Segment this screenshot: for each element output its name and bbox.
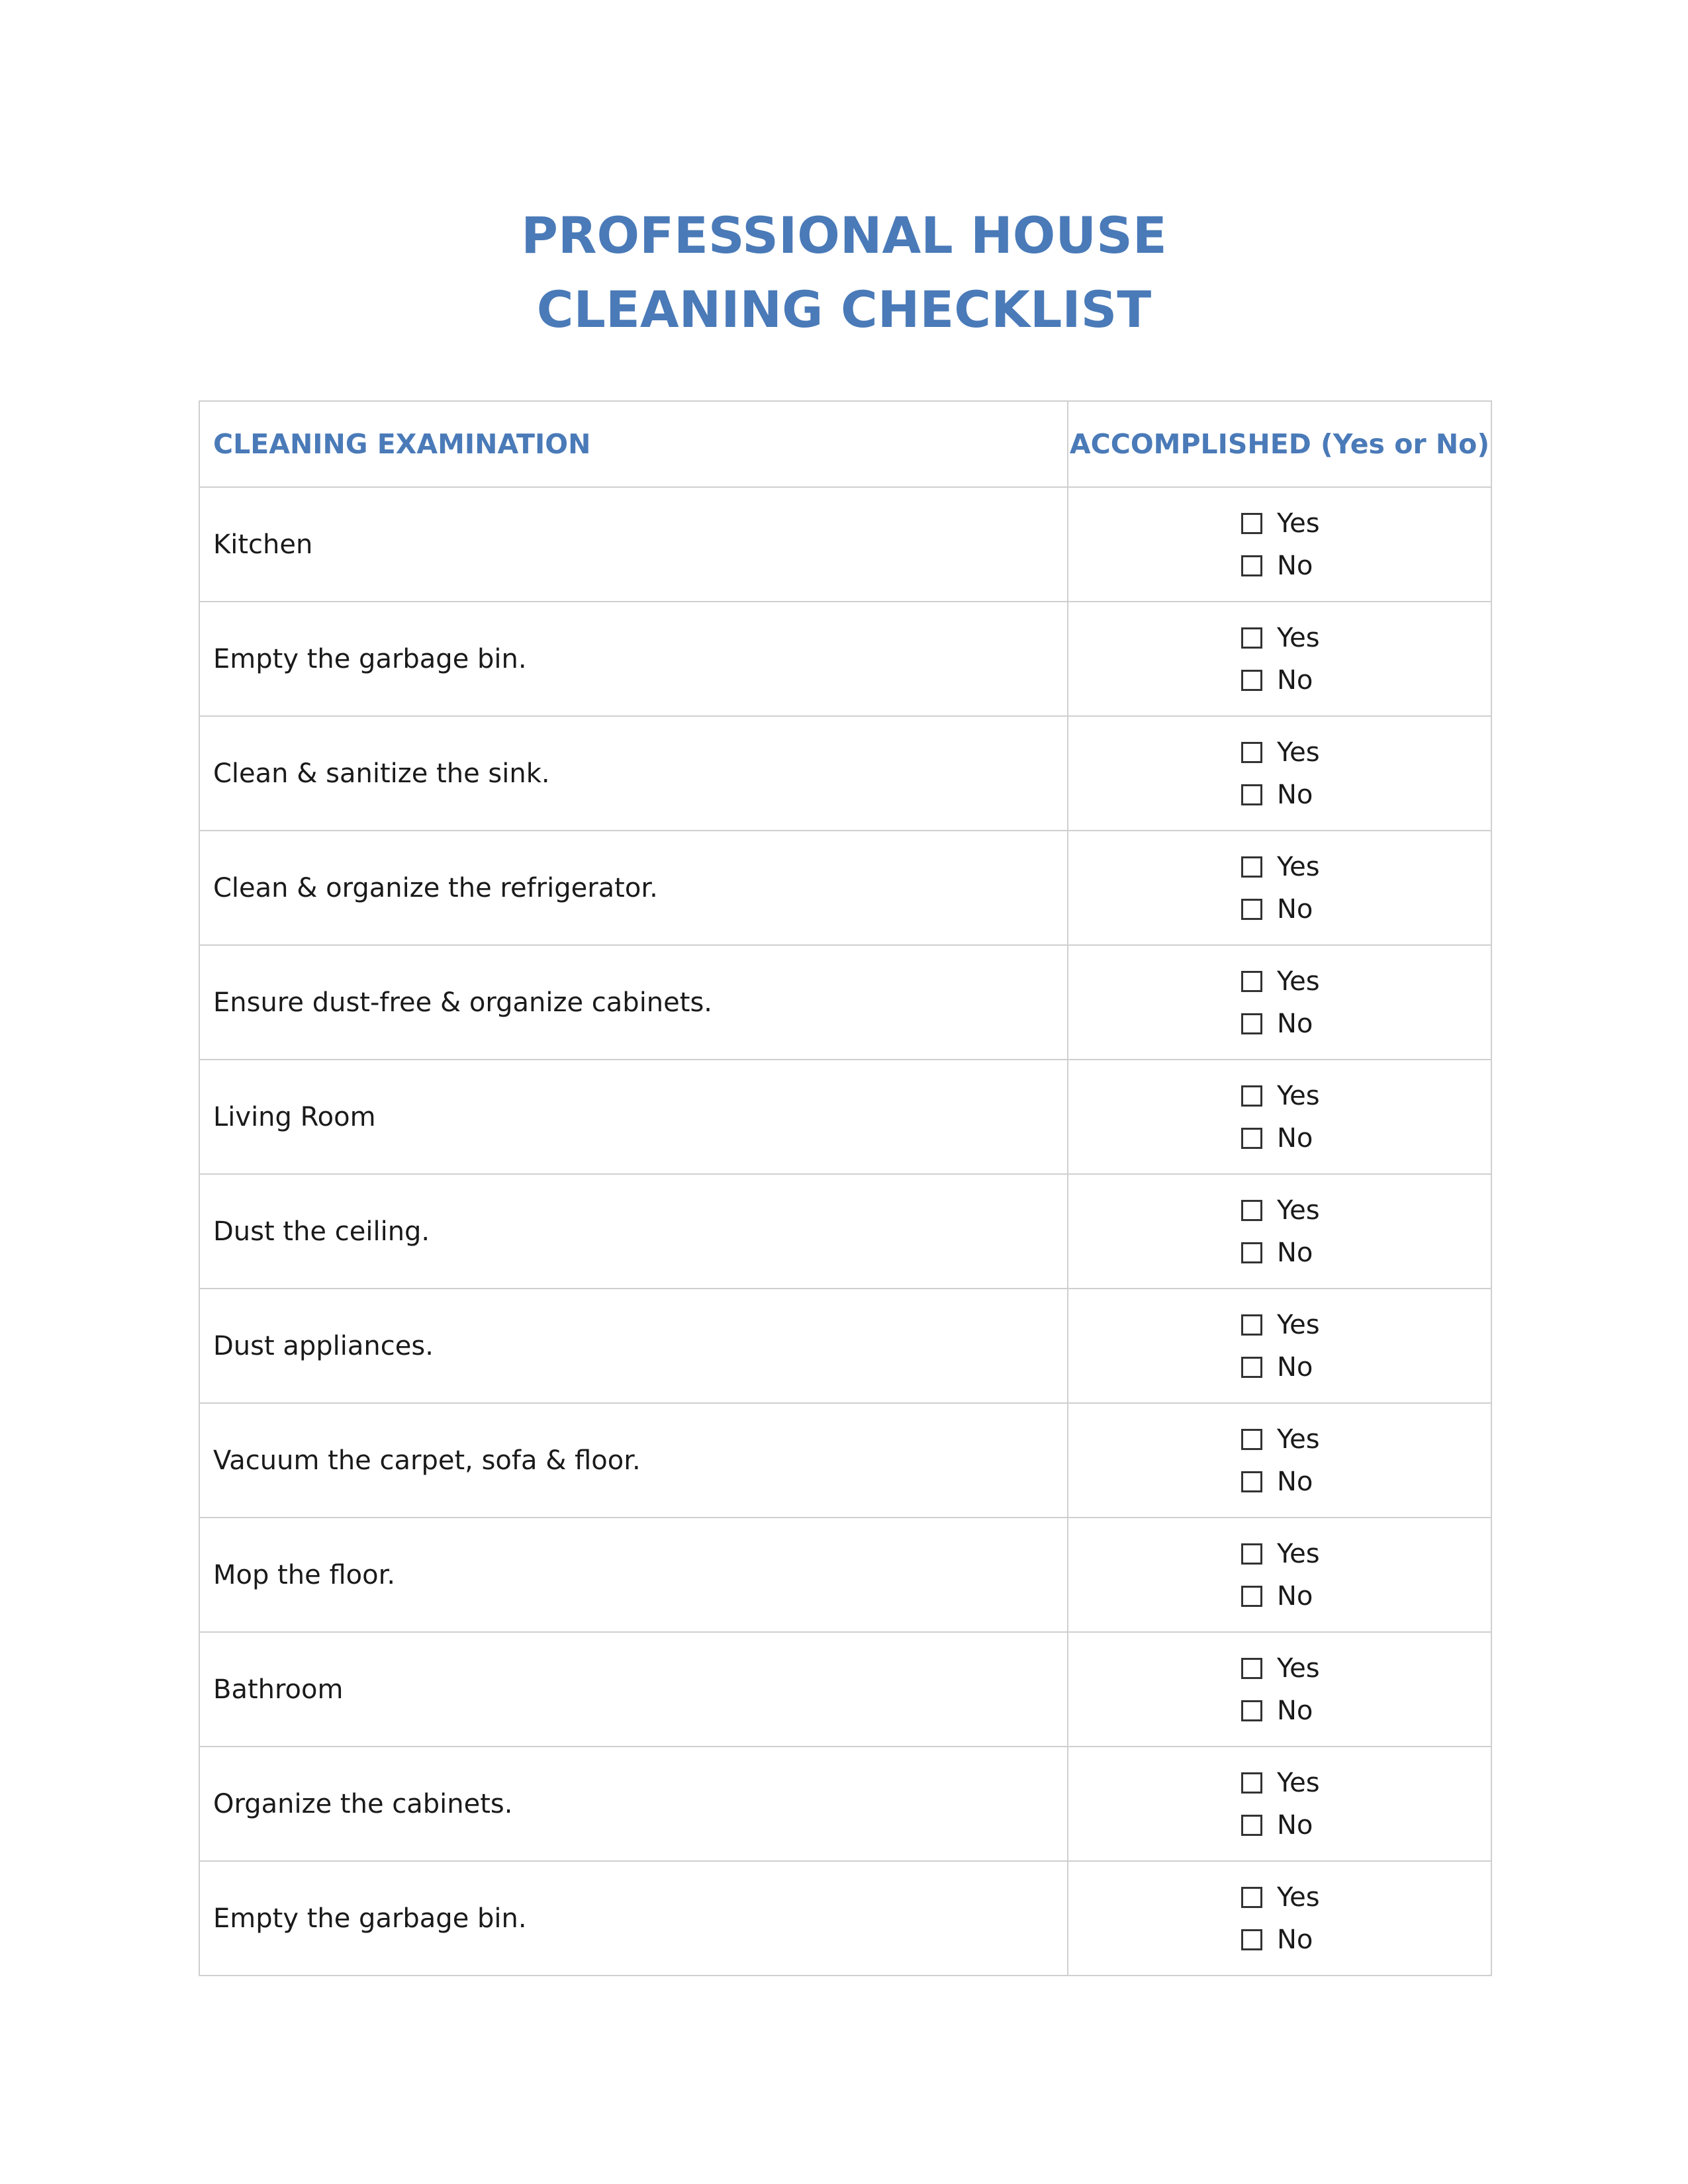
no-option[interactable]	[1241, 1232, 1321, 1274]
yes-option[interactable]	[1241, 617, 1321, 659]
no-label: No	[1277, 893, 1313, 925]
yes-no-options	[1241, 617, 1321, 702]
table-row	[199, 945, 1491, 1060]
task-label: Empty the garbage bin.	[199, 602, 1068, 716]
yes-label: Yes	[1277, 1653, 1320, 1684]
table-row	[199, 1060, 1491, 1174]
no-checkbox-icon[interactable]	[1241, 1471, 1262, 1492]
yes-label: Yes	[1277, 1767, 1320, 1798]
yes-no-options	[1241, 1533, 1321, 1617]
table-row	[199, 1632, 1491, 1747]
yes-label: Yes	[1277, 1080, 1320, 1111]
no-option[interactable]	[1241, 1461, 1321, 1503]
table-body	[199, 487, 1491, 1976]
yes-no-options	[1241, 1075, 1321, 1160]
no-checkbox-icon[interactable]	[1241, 1357, 1262, 1378]
yes-checkbox-icon[interactable]	[1241, 1887, 1262, 1908]
yes-checkbox-icon[interactable]	[1241, 971, 1262, 992]
table-row	[199, 1518, 1491, 1632]
yes-option[interactable]	[1241, 1304, 1321, 1346]
yes-option[interactable]	[1241, 960, 1321, 1003]
yes-checkbox-icon[interactable]	[1241, 856, 1262, 878]
task-label: Empty the garbage bin.	[199, 1861, 1068, 1976]
table-row	[199, 831, 1491, 945]
no-label: No	[1277, 1351, 1313, 1383]
no-option[interactable]	[1241, 1575, 1321, 1617]
no-option[interactable]	[1241, 774, 1321, 816]
no-checkbox-icon[interactable]	[1241, 1242, 1262, 1263]
no-option[interactable]	[1241, 1919, 1321, 1961]
yes-label: Yes	[1277, 622, 1320, 653]
accomplished-cell	[1068, 1174, 1491, 1289]
accomplished-cell	[1068, 602, 1491, 716]
no-label: No	[1277, 1695, 1313, 1726]
yes-checkbox-icon[interactable]	[1241, 1658, 1262, 1679]
no-option[interactable]	[1241, 1690, 1321, 1732]
accomplished-cell	[1068, 1289, 1491, 1403]
yes-no-options	[1241, 502, 1321, 587]
header-accomplished: ACCOMPLISHED (Yes or No)	[1068, 401, 1491, 487]
table-row	[199, 716, 1491, 831]
yes-option[interactable]	[1241, 1647, 1321, 1690]
yes-checkbox-icon[interactable]	[1241, 513, 1262, 534]
table-row	[199, 1403, 1491, 1518]
task-label: Bathroom	[199, 1632, 1068, 1747]
yes-option[interactable]	[1241, 1189, 1321, 1232]
task-label: Living Room	[199, 1060, 1068, 1174]
table-row	[199, 1289, 1491, 1403]
yes-label: Yes	[1277, 1882, 1320, 1913]
yes-option[interactable]	[1241, 1075, 1321, 1117]
task-label: Vacuum the carpet, sofa & floor.	[199, 1403, 1068, 1518]
task-label: Clean & sanitize the sink.	[199, 716, 1068, 831]
accomplished-cell	[1068, 487, 1491, 602]
yes-no-options	[1241, 1762, 1321, 1846]
accomplished-cell	[1068, 1403, 1491, 1518]
no-option[interactable]	[1241, 545, 1321, 587]
task-label: Kitchen	[199, 487, 1068, 602]
yes-label: Yes	[1277, 851, 1320, 882]
accomplished-cell	[1068, 831, 1491, 945]
no-option[interactable]	[1241, 1117, 1321, 1160]
no-checkbox-icon[interactable]	[1241, 1700, 1262, 1721]
yes-label: Yes	[1277, 966, 1320, 997]
task-label: Ensure dust-free & organize cabinets.	[199, 945, 1068, 1060]
yes-option[interactable]	[1241, 731, 1321, 774]
no-option[interactable]	[1241, 1346, 1321, 1388]
yes-label: Yes	[1277, 737, 1320, 768]
table-row	[199, 602, 1491, 716]
no-checkbox-icon[interactable]	[1241, 1929, 1262, 1950]
accomplished-cell	[1068, 945, 1491, 1060]
no-label: No	[1277, 1809, 1313, 1841]
no-option[interactable]	[1241, 888, 1321, 931]
no-option[interactable]	[1241, 659, 1321, 702]
yes-option[interactable]	[1241, 1762, 1321, 1804]
yes-checkbox-icon[interactable]	[1241, 742, 1262, 763]
page-title	[0, 199, 1688, 347]
yes-no-options	[1241, 1647, 1321, 1732]
no-checkbox-icon[interactable]	[1241, 670, 1262, 691]
yes-option[interactable]	[1241, 846, 1321, 888]
table-row	[199, 487, 1491, 602]
no-option[interactable]	[1241, 1804, 1321, 1846]
accomplished-cell	[1068, 716, 1491, 831]
yes-label: Yes	[1277, 1309, 1320, 1340]
yes-no-options	[1241, 1876, 1321, 1961]
yes-label: Yes	[1277, 1538, 1320, 1569]
no-label: No	[1277, 1580, 1313, 1612]
no-checkbox-icon[interactable]	[1241, 555, 1262, 576]
accomplished-cell	[1068, 1747, 1491, 1861]
yes-label: Yes	[1277, 508, 1320, 539]
no-checkbox-icon[interactable]	[1241, 1586, 1262, 1607]
no-label: No	[1277, 550, 1313, 581]
yes-option[interactable]	[1241, 1533, 1321, 1575]
yes-no-options	[1241, 846, 1321, 931]
no-label: No	[1277, 1237, 1313, 1268]
no-label: No	[1277, 779, 1313, 810]
yes-checkbox-icon[interactable]	[1241, 1085, 1262, 1107]
no-label: No	[1277, 1008, 1313, 1039]
yes-checkbox-icon[interactable]	[1241, 1772, 1262, 1794]
header-cleaning-examination: CLEANING EXAMINATION	[199, 401, 1068, 487]
yes-checkbox-icon[interactable]	[1241, 1314, 1262, 1336]
accomplished-cell	[1068, 1861, 1491, 1976]
table-row	[199, 1747, 1491, 1861]
yes-label: Yes	[1277, 1195, 1320, 1226]
yes-checkbox-icon[interactable]	[1241, 1200, 1262, 1221]
accomplished-cell	[1068, 1060, 1491, 1174]
page-title-line-1: PROFESSIONAL HOUSE	[521, 206, 1167, 265]
no-label: No	[1277, 1924, 1313, 1955]
no-checkbox-icon[interactable]	[1241, 784, 1262, 805]
accomplished-cell	[1068, 1632, 1491, 1747]
no-label: No	[1277, 664, 1313, 696]
page-title-line-2: CLEANING CHECKLIST	[536, 280, 1152, 339]
no-checkbox-icon[interactable]	[1241, 1815, 1262, 1836]
no-checkbox-icon[interactable]	[1241, 1013, 1262, 1034]
no-option[interactable]	[1241, 1003, 1321, 1045]
yes-no-options	[1241, 1189, 1321, 1274]
yes-no-options	[1241, 1418, 1321, 1503]
no-checkbox-icon[interactable]	[1241, 1128, 1262, 1149]
yes-option[interactable]	[1241, 1418, 1321, 1461]
task-label: Mop the floor.	[199, 1518, 1068, 1632]
task-label: Organize the cabinets.	[199, 1747, 1068, 1861]
table-row	[199, 1174, 1491, 1289]
accomplished-cell	[1068, 1518, 1491, 1632]
yes-option[interactable]	[1241, 1876, 1321, 1919]
yes-no-options	[1241, 960, 1321, 1045]
no-label: No	[1277, 1466, 1313, 1497]
task-label: Clean & organize the refrigerator.	[199, 831, 1068, 945]
no-checkbox-icon[interactable]	[1241, 899, 1262, 920]
yes-option[interactable]	[1241, 502, 1321, 545]
yes-checkbox-icon[interactable]	[1241, 1543, 1262, 1565]
yes-label: Yes	[1277, 1424, 1320, 1455]
yes-checkbox-icon[interactable]	[1241, 627, 1262, 649]
yes-no-options	[1241, 1304, 1321, 1388]
checklist-table	[199, 400, 1492, 1976]
task-label: Dust appliances.	[199, 1289, 1068, 1403]
no-label: No	[1277, 1122, 1313, 1154]
table-header-row	[199, 401, 1491, 487]
yes-no-options	[1241, 731, 1321, 816]
yes-checkbox-icon[interactable]	[1241, 1429, 1262, 1450]
table-row	[199, 1861, 1491, 1976]
task-label: Dust the ceiling.	[199, 1174, 1068, 1289]
